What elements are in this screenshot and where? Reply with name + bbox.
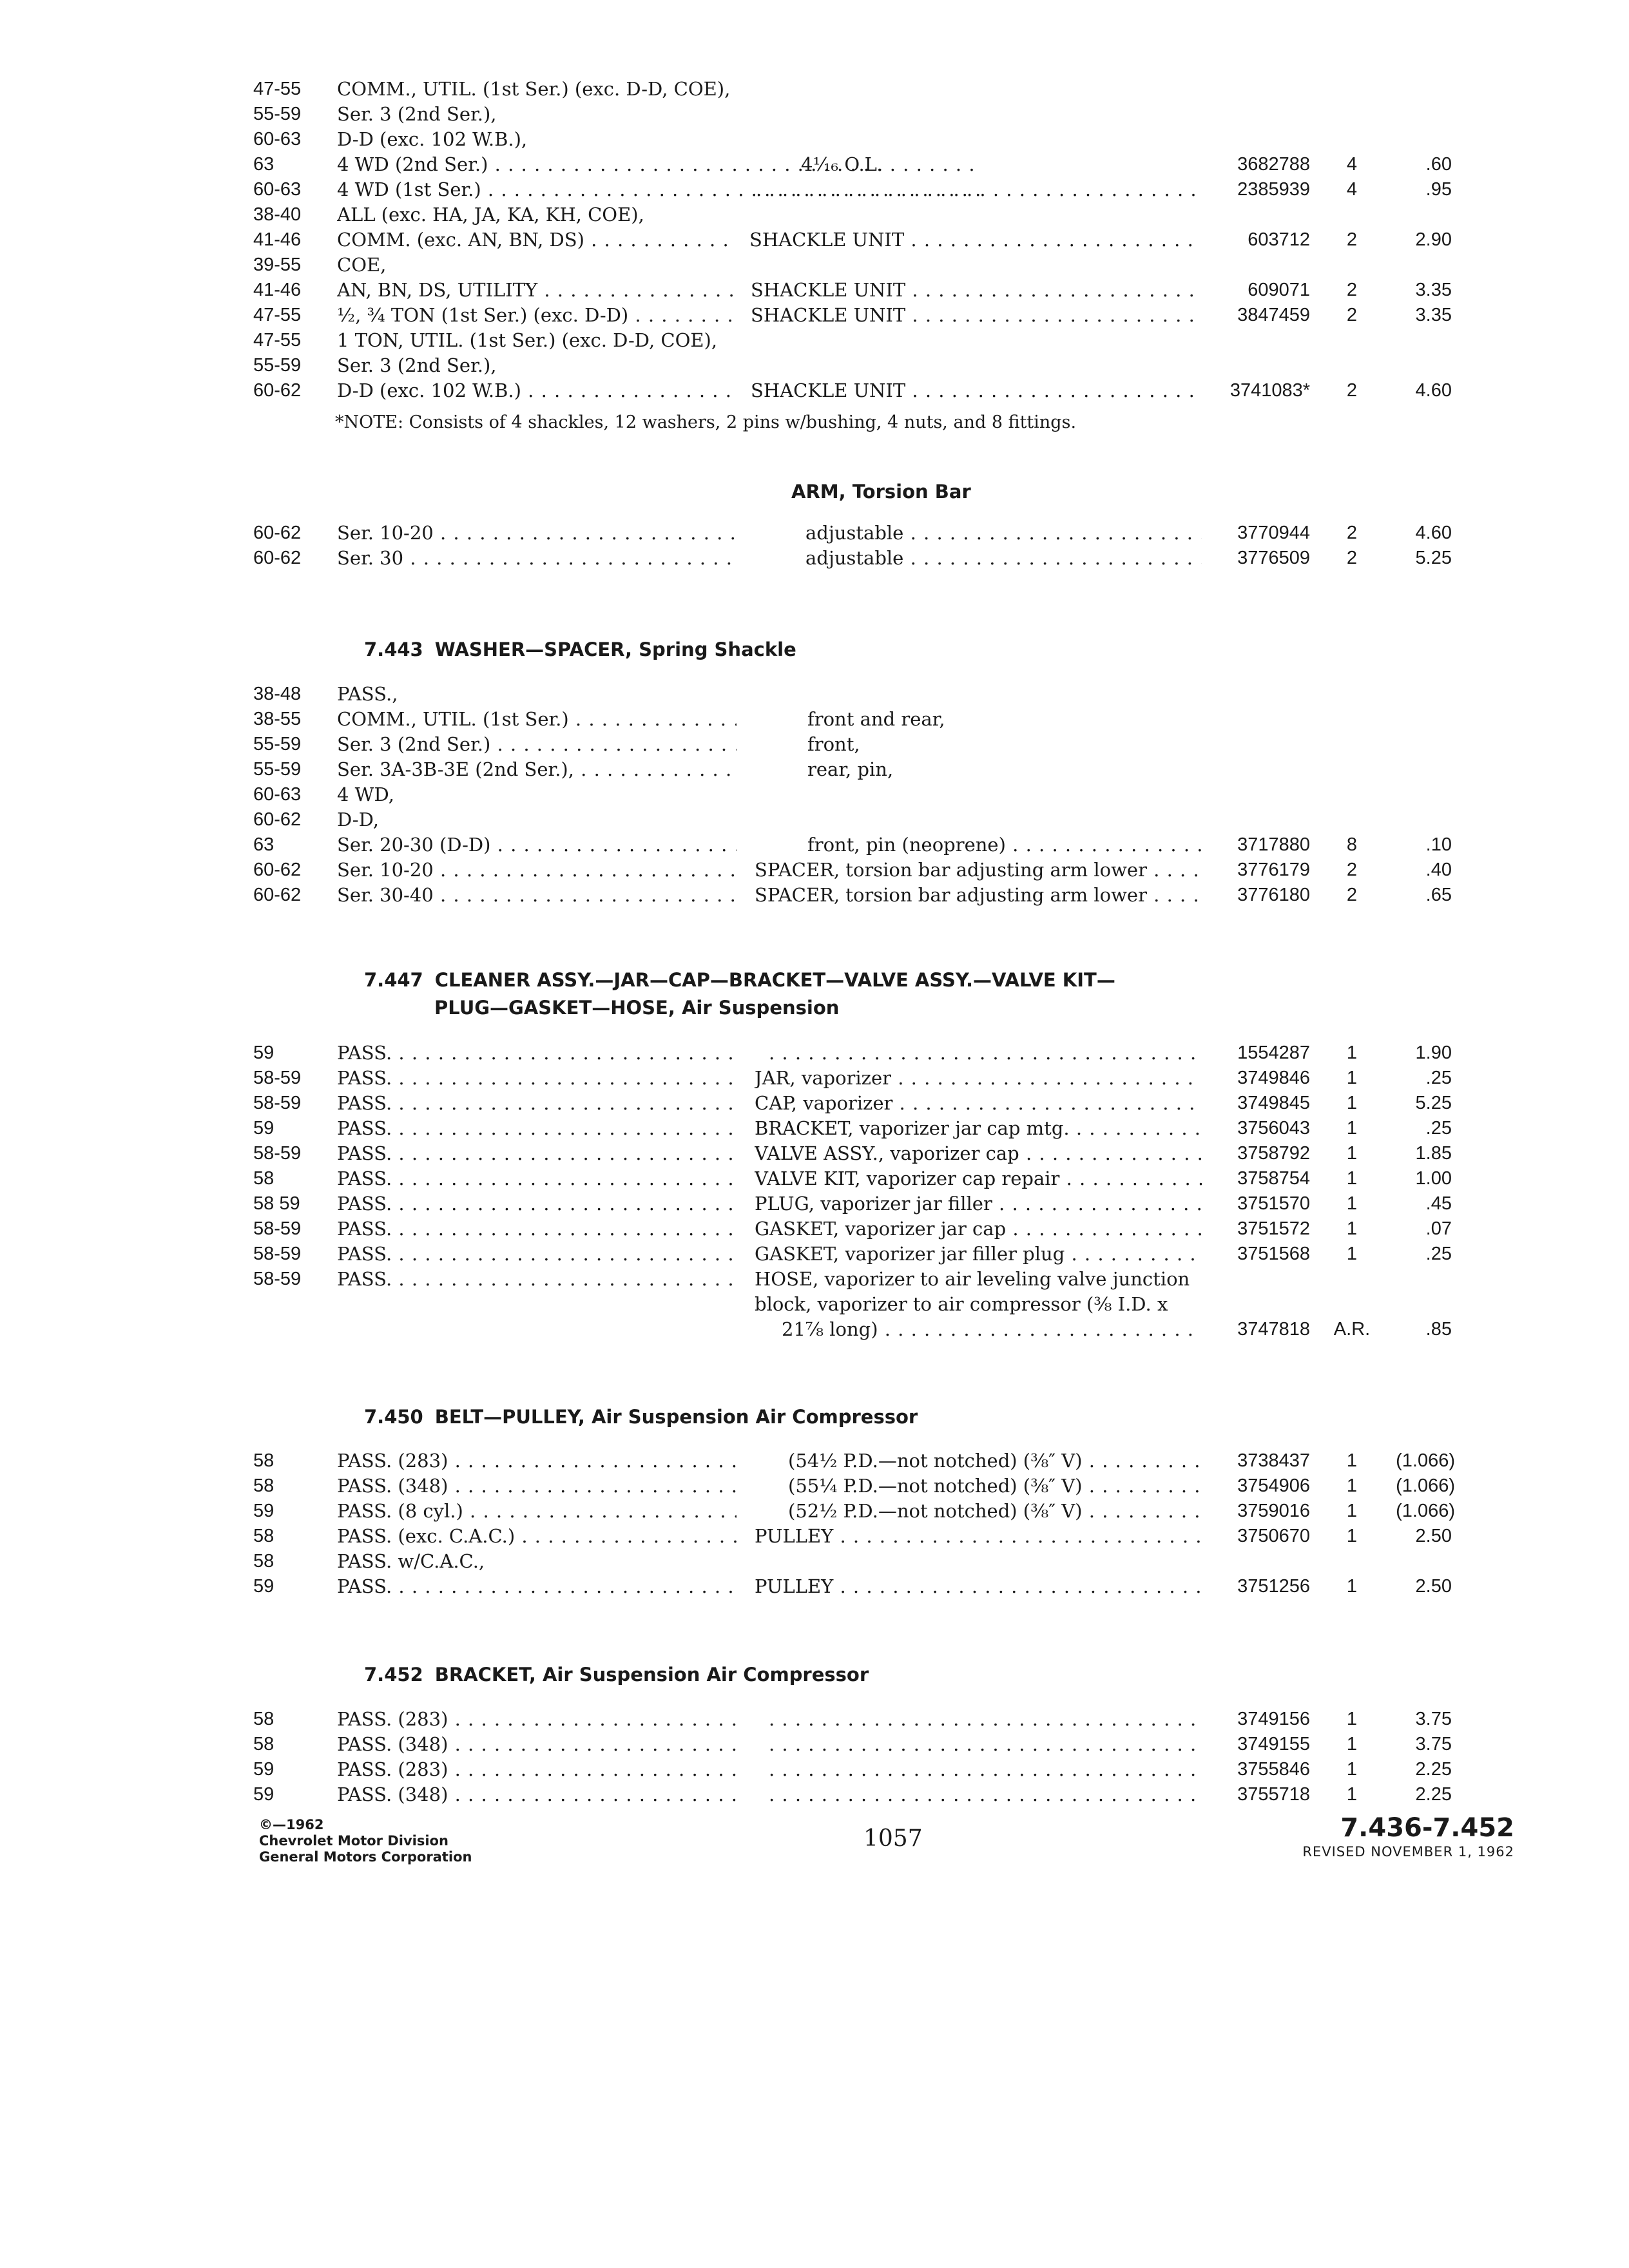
section-number: 7.447 <box>364 969 423 991</box>
year-cell: 47-55 <box>253 330 302 351</box>
parts-row <box>253 1731 1452 1757</box>
application-cell: PASS. (348) . . . <box>337 1782 737 1807</box>
parts-row <box>253 1706 1452 1732</box>
description-cell: BRACKET, vaporizer jar cap mtg. . . . <box>755 1115 1202 1141</box>
price-cell: .45 <box>1425 1193 1452 1214</box>
parts-row <box>253 1523 1452 1549</box>
parts-row <box>253 227 1452 253</box>
quantity-cell: 1 <box>1346 1759 1358 1780</box>
price-cell: 2.50 <box>1415 1576 1452 1597</box>
quantity-cell: 2 <box>1346 305 1358 325</box>
part-number-cell: 3717880 <box>1237 834 1310 855</box>
price-cell: .25 <box>1425 1118 1452 1139</box>
part-number-cell: 3758754 <box>1237 1168 1310 1189</box>
quantity-cell: 1 <box>1346 1168 1358 1189</box>
description-cell: PLUG, vaporizer jar filler . . . <box>755 1191 1202 1216</box>
application-cell: Ser. 20-30 (D-D) . . . <box>337 832 737 858</box>
parts-row <box>253 1498 1455 1524</box>
section-title: BELT—PULLEY, Air Suspension Air Compressor <box>434 1406 918 1428</box>
parts-row <box>253 1241 1452 1267</box>
quantity-cell: 1 <box>1346 1068 1358 1088</box>
application-cell: 4 WD, <box>337 783 394 805</box>
corporation-name: General Motors Corporation <box>259 1849 472 1865</box>
application-cell: PASS. (283) . . . <box>337 1448 737 1474</box>
application-cell: Ser. 10-20 . . . <box>337 857 737 883</box>
quantity-cell: 2 <box>1346 380 1358 401</box>
quantity-cell: 1 <box>1346 1244 1358 1264</box>
year-cell: 58-59 <box>253 1143 302 1164</box>
parts-row <box>253 327 1452 353</box>
application-cell: PASS. (283) . . . <box>337 1706 737 1732</box>
year-cell: 63 <box>253 834 275 855</box>
quantity-cell: 4 <box>1346 179 1358 200</box>
quantity-cell: 2 <box>1346 523 1358 543</box>
application-cell: PASS. . . . <box>337 1140 737 1166</box>
part-number-cell: 3751570 <box>1237 1193 1310 1214</box>
price-cell: (1.066) <box>1396 1475 1455 1496</box>
part-number-cell: 3776179 <box>1237 860 1310 880</box>
application-cell: 1 TON, UTIL. (1st Ser.) (exc. D-D, COE), <box>337 329 718 351</box>
parts-row <box>253 1115 1452 1141</box>
parts-row <box>253 706 1452 732</box>
year-cell: 41-46 <box>253 280 302 300</box>
year-cell: 60-62 <box>253 380 302 401</box>
application-cell: COE, <box>337 254 387 276</box>
quantity-cell: 2 <box>1346 860 1358 880</box>
year-cell: 60-63 <box>253 179 302 200</box>
application-cell: Ser. 3 (2nd Ser.) . . . <box>337 731 737 757</box>
application-cell: Ser. 3A-3B-3E (2nd Ser.), . . . <box>337 756 737 782</box>
parts-row <box>253 302 1452 328</box>
year-cell: 60-62 <box>253 885 302 905</box>
price-cell: .65 <box>1425 885 1452 905</box>
parts-row <box>253 857 1452 883</box>
description-cell: (52½ P.D.—not notched) (⅜″ V) . . . <box>788 1498 1202 1524</box>
year-cell: 47-55 <box>253 79 302 99</box>
year-cell: 38-55 <box>253 709 302 729</box>
description-cell: adjustable . . . <box>805 520 1202 546</box>
section-heading: ARM, Torsion Bar <box>791 481 971 503</box>
parts-row <box>253 1266 1452 1292</box>
part-number-cell: 609071 <box>1248 280 1310 300</box>
application-cell: PASS. . . . <box>337 1090 737 1116</box>
description-cell: 4¹⁄₁₆ O.L. <box>801 153 883 175</box>
parts-row <box>253 1473 1455 1499</box>
application-cell: PASS. (exc. C.A.C.) . . . <box>337 1523 737 1549</box>
section-title: CLEANER ASSY.—JAR—CAP—BRACKET—VALVE ASSY.—VALVE KIT— <box>434 969 1115 991</box>
price-cell: 2.50 <box>1415 1526 1452 1546</box>
parts-row <box>253 520 1452 546</box>
quantity-cell: 2 <box>1346 229 1358 250</box>
parts-row <box>253 126 1452 152</box>
part-number-cell: 3770944 <box>1237 523 1310 543</box>
application-cell: ½, ¾ TON (1st Ser.) (exc. D-D) . . . <box>337 302 737 328</box>
application-cell: D-D (exc. 102 W.B.) . . . <box>337 378 737 403</box>
description-cell <box>769 1756 1202 1782</box>
part-number-cell: 3741083* <box>1229 380 1310 401</box>
year-cell: 58-59 <box>253 1093 302 1113</box>
section-number: 7.450 <box>364 1406 423 1428</box>
description-cell: rear, pin, <box>807 758 894 780</box>
price-cell: (1.066) <box>1396 1501 1455 1521</box>
quantity-cell: 1 <box>1346 1501 1358 1521</box>
part-number-cell: 3776509 <box>1237 548 1310 568</box>
division-name: Chevrolet Motor Division <box>259 1833 448 1849</box>
part-number-cell: 3759016 <box>1237 1501 1310 1521</box>
parts-row <box>253 1065 1452 1091</box>
year-cell: 58 <box>253 1450 275 1471</box>
part-number-cell: 3749845 <box>1237 1093 1310 1113</box>
description-cell: SHACKLE UNIT . . . <box>751 277 1202 303</box>
description-cell: GASKET, vaporizer jar filler plug . . . <box>755 1241 1202 1267</box>
application-cell: PASS. . . . <box>337 1166 737 1191</box>
application-cell: Ser. 30-40 . . . <box>337 882 737 908</box>
parts-row <box>253 1782 1452 1807</box>
section-number: 7.452 <box>364 1664 423 1686</box>
year-cell: 58-59 <box>253 1269 302 1289</box>
application-cell: PASS. . . . <box>337 1573 737 1599</box>
part-number-cell: 2385939 <box>1237 179 1310 200</box>
quantity-cell: 1 <box>1346 1526 1358 1546</box>
price-cell: 3.75 <box>1415 1709 1452 1729</box>
price-cell: 2.25 <box>1415 1784 1452 1805</box>
year-cell: 39-55 <box>253 255 302 275</box>
year-cell: 58 <box>253 1526 275 1546</box>
year-cell: 60-62 <box>253 809 302 830</box>
description-cell: PULLEY . . . <box>755 1523 1202 1549</box>
application-cell: PASS. (348) . . . <box>337 1473 737 1499</box>
quantity-cell: 2 <box>1346 885 1358 905</box>
parts-row <box>253 1291 1452 1317</box>
application-cell: D-D, <box>337 809 380 831</box>
year-cell: 60-62 <box>253 548 302 568</box>
section-title-line2: PLUG—GASKET—HOSE, Air Suspension <box>434 997 840 1019</box>
application-cell: PASS. (8 cyl.) . . . <box>337 1498 737 1524</box>
section-title: WASHER—SPACER, Spring Shackle <box>434 639 796 660</box>
description-cell: block, vaporizer to air compressor (⅜ I.D. x <box>755 1293 1168 1315</box>
description-cell: SHACKLE UNIT . . . <box>751 302 1202 328</box>
quantity-cell: 1 <box>1346 1093 1358 1113</box>
application-cell: 4 WD (1st Ser.) . . . <box>337 177 981 202</box>
price-cell: .25 <box>1425 1068 1452 1088</box>
parts-row <box>253 1040 1452 1066</box>
parts-row <box>253 1548 1452 1574</box>
application-cell: PASS. w/C.A.C., <box>337 1550 485 1572</box>
quantity-cell: 1 <box>1346 1450 1358 1471</box>
quantity-cell: 1 <box>1346 1475 1358 1496</box>
part-number-cell: 3755846 <box>1237 1759 1310 1780</box>
price-cell: 1.90 <box>1415 1043 1452 1063</box>
price-cell: 3.75 <box>1415 1734 1452 1754</box>
quantity-cell: 1 <box>1346 1734 1358 1754</box>
description-cell: (55¼ P.D.—not notched) (⅜″ V) . . . <box>788 1473 1202 1499</box>
year-cell: 58 <box>253 1734 275 1754</box>
year-cell: 55-59 <box>253 355 302 376</box>
part-number-cell: 3751256 <box>1237 1576 1310 1597</box>
application-cell: PASS. . . . <box>337 1065 737 1091</box>
quantity-cell: 1 <box>1346 1218 1358 1239</box>
part-number-cell: 3747818 <box>1237 1319 1310 1340</box>
quantity-cell: 1 <box>1346 1784 1358 1805</box>
section-number: 7.443 <box>364 639 423 660</box>
description-cell <box>769 1782 1202 1807</box>
part-number-cell: 603712 <box>1248 229 1310 250</box>
year-cell: 58 59 <box>253 1193 300 1214</box>
description-cell: CAP, vaporizer . . . <box>755 1090 1202 1116</box>
description-cell: PULLEY . . . <box>755 1573 1202 1599</box>
part-number-cell: 3776180 <box>1237 885 1310 905</box>
year-cell: 59 <box>253 1576 275 1597</box>
application-cell: Ser. 30 . . . <box>337 545 737 571</box>
application-cell: PASS. . . . <box>337 1191 737 1216</box>
parts-row <box>253 177 1452 202</box>
year-cell: 60-63 <box>253 784 302 805</box>
price-cell: .40 <box>1425 860 1452 880</box>
description-cell: GASKET, vaporizer jar cap . . . <box>755 1216 1202 1242</box>
application-cell: Ser. 3 (2nd Ser.), <box>337 103 497 125</box>
section-range: 7.436-7.452 <box>1340 1813 1514 1843</box>
year-cell: 58 <box>253 1709 275 1729</box>
year-cell: 58-59 <box>253 1068 302 1088</box>
quantity-cell: 1 <box>1346 1043 1358 1063</box>
part-number-cell: 3755718 <box>1237 1784 1310 1805</box>
copyright: ©—1962 <box>259 1817 324 1832</box>
parts-row <box>253 352 1452 378</box>
quantity-cell: 8 <box>1346 834 1358 855</box>
parts-row <box>253 1140 1452 1166</box>
parts-row <box>253 1191 1452 1216</box>
description-cell: HOSE, vaporizer to air leveling valve junction <box>755 1268 1190 1290</box>
parts-row <box>253 1573 1452 1599</box>
part-number-cell: 3749846 <box>1237 1068 1310 1088</box>
parts-row <box>253 731 1452 757</box>
parts-row <box>253 202 1452 227</box>
parts-row <box>253 1090 1452 1116</box>
description-cell <box>769 1706 1202 1732</box>
parts-row <box>253 681 1452 707</box>
year-cell: 63 <box>253 154 275 175</box>
application-cell: PASS. . . . <box>337 1241 737 1267</box>
description-cell: front, pin (neoprene) . . . <box>807 832 1202 858</box>
part-number-cell: 3750670 <box>1237 1526 1310 1546</box>
description-cell: front and rear, <box>807 708 945 730</box>
application-cell: PASS. . . . <box>337 1266 737 1292</box>
year-cell: 59 <box>253 1118 275 1139</box>
parts-row <box>253 1448 1455 1474</box>
part-number-cell: 3754906 <box>1237 1475 1310 1496</box>
description-cell: SHACKLE UNIT . . . <box>751 378 1202 403</box>
part-number-cell: 3749155 <box>1237 1734 1310 1754</box>
parts-row <box>253 807 1452 832</box>
part-number-cell: 3751572 <box>1237 1218 1310 1239</box>
application-cell: ALL (exc. HA, JA, KA, KH, COE), <box>337 204 644 226</box>
price-cell: .95 <box>1425 179 1452 200</box>
description-cell: SPACER, torsion bar adjusting arm lower . . . <box>755 857 1202 883</box>
parts-row <box>253 378 1452 403</box>
price-cell: 1.85 <box>1415 1143 1452 1164</box>
description-cell: adjustable . . . <box>805 545 1202 571</box>
application-cell: D-D (exc. 102 W.B.), <box>337 128 528 150</box>
year-cell: 58-59 <box>253 1218 302 1239</box>
application-cell: 4 WD (2nd Ser.) . . . <box>337 151 981 177</box>
application-cell: COMM. (exc. AN, BN, DS) . . . <box>337 227 737 253</box>
description-cell: 21⅞ long) . . . <box>782 1316 1202 1342</box>
quantity-cell: 1 <box>1346 1709 1358 1729</box>
description-cell: SPACER, torsion bar adjusting arm lower . . . <box>755 882 1202 908</box>
section-heading <box>364 1403 918 1430</box>
parts-row <box>253 277 1452 303</box>
part-number-cell: 3756043 <box>1237 1118 1310 1139</box>
price-cell: .25 <box>1425 1244 1452 1264</box>
description-cell: JAR, vaporizer . . . <box>755 1065 1202 1091</box>
year-cell: 60-62 <box>253 860 302 880</box>
application-cell: Ser. 3 (2nd Ser.), <box>337 354 497 376</box>
year-cell: 59 <box>253 1501 275 1521</box>
description-cell <box>756 177 1200 202</box>
part-number-cell: 3758792 <box>1237 1143 1310 1164</box>
application-cell: PASS. . . . <box>337 1115 737 1141</box>
application-cell: COMM., UTIL. (1st Ser.) (exc. D-D, COE), <box>337 78 731 100</box>
quantity-cell: 2 <box>1346 548 1358 568</box>
year-cell: 58-59 <box>253 1244 302 1264</box>
parts-row <box>253 1756 1452 1782</box>
description-cell: VALVE KIT, vaporizer cap repair . . . <box>755 1166 1202 1191</box>
price-cell: 3.35 <box>1415 305 1452 325</box>
quantity-cell: 4 <box>1346 154 1358 175</box>
footer-publisher <box>259 1817 472 1865</box>
application-cell: PASS., <box>337 683 398 705</box>
part-number-cell: 3751568 <box>1237 1244 1310 1264</box>
parts-row <box>253 545 1452 571</box>
shackle-note: *NOTE: Consists of 4 shackles, 12 washers, 2 pins w/bushing, 4 nuts, and 8 fittings. <box>335 412 1077 432</box>
price-cell: 1.00 <box>1415 1168 1452 1189</box>
year-cell: 58 <box>253 1551 275 1571</box>
price-cell: .85 <box>1425 1319 1452 1340</box>
quantity-cell: 2 <box>1346 280 1358 300</box>
year-cell: 58 <box>253 1168 275 1189</box>
price-cell: 3.35 <box>1415 280 1452 300</box>
application-cell: COMM., UTIL. (1st Ser.) . . . <box>337 706 737 732</box>
footer-range-block <box>1263 1813 1514 1861</box>
year-cell: 59 <box>253 1759 275 1780</box>
description-cell: front, <box>807 733 860 755</box>
price-cell: 5.25 <box>1415 548 1452 568</box>
parts-row <box>253 1316 1452 1342</box>
parts-row <box>253 1166 1452 1191</box>
description-cell <box>769 1731 1202 1757</box>
price-cell: .07 <box>1425 1218 1452 1239</box>
application-cell: PASS. . . . <box>337 1040 737 1066</box>
application-cell: Ser. 10-20 . . . <box>337 520 737 546</box>
application-cell: PASS. . . . <box>337 1216 737 1242</box>
parts-row <box>253 1216 1452 1242</box>
section-heading <box>364 636 796 663</box>
year-cell: 38-40 <box>253 204 302 225</box>
year-cell: 59 <box>253 1043 275 1063</box>
year-cell: 58 <box>253 1475 275 1496</box>
parts-row <box>253 782 1452 807</box>
price-cell: (1.066) <box>1396 1450 1455 1471</box>
price-cell: .10 <box>1425 834 1452 855</box>
part-number-cell: 3682788 <box>1237 154 1310 175</box>
section-heading <box>364 966 1115 994</box>
year-cell: 55-59 <box>253 759 302 780</box>
part-number-cell: 3749156 <box>1237 1709 1310 1729</box>
description-cell: SHACKLE UNIT . . . <box>749 227 1200 253</box>
application-cell: AN, BN, DS, UTILITY . . . <box>337 277 737 303</box>
application-cell: PASS. (348) . . . <box>337 1731 737 1757</box>
year-cell: 59 <box>253 1784 275 1805</box>
price-cell: 5.25 <box>1415 1093 1452 1113</box>
parts-row <box>253 252 1452 278</box>
quantity-cell: A.R. <box>1333 1319 1371 1340</box>
year-cell: 47-55 <box>253 305 302 325</box>
year-cell: 60-62 <box>253 523 302 543</box>
quantity-cell: 1 <box>1346 1118 1358 1139</box>
parts-row <box>253 832 1452 858</box>
price-cell: 4.60 <box>1415 523 1452 543</box>
part-number-cell: 3738437 <box>1237 1450 1310 1471</box>
quantity-cell: 1 <box>1346 1193 1358 1214</box>
part-number-cell: 3847459 <box>1237 305 1310 325</box>
price-cell: 2.25 <box>1415 1759 1452 1780</box>
description-cell: (54½ P.D.—not notched) (⅜″ V) . . . <box>788 1448 1202 1474</box>
description-cell <box>769 1040 1202 1066</box>
page-number: 1057 <box>863 1825 923 1852</box>
year-cell: 55-59 <box>253 104 302 124</box>
parts-row <box>253 882 1452 908</box>
application-cell: PASS. (283) . . . <box>337 1756 737 1782</box>
year-cell: 55-59 <box>253 734 302 754</box>
parts-row <box>253 756 1452 782</box>
quantity-cell: 1 <box>1346 1143 1358 1164</box>
year-cell: 41-46 <box>253 229 302 250</box>
price-cell: 2.90 <box>1415 229 1452 250</box>
price-cell: 4.60 <box>1415 380 1452 401</box>
section-heading <box>364 1661 869 1688</box>
parts-row <box>253 76 1452 102</box>
parts-row <box>253 151 1452 177</box>
price-cell: .60 <box>1425 154 1452 175</box>
year-cell: 60-63 <box>253 129 302 149</box>
part-number-cell: 1554287 <box>1237 1043 1310 1063</box>
year-cell: 38-48 <box>253 684 302 704</box>
parts-row <box>253 101 1452 127</box>
description-cell: VALVE ASSY., vaporizer cap . . . <box>755 1140 1202 1166</box>
quantity-cell: 1 <box>1346 1576 1358 1597</box>
revised-date: REVISED NOVEMBER 1, 1962 <box>1302 1844 1514 1860</box>
section-title: BRACKET, Air Suspension Air Compressor <box>434 1664 869 1686</box>
